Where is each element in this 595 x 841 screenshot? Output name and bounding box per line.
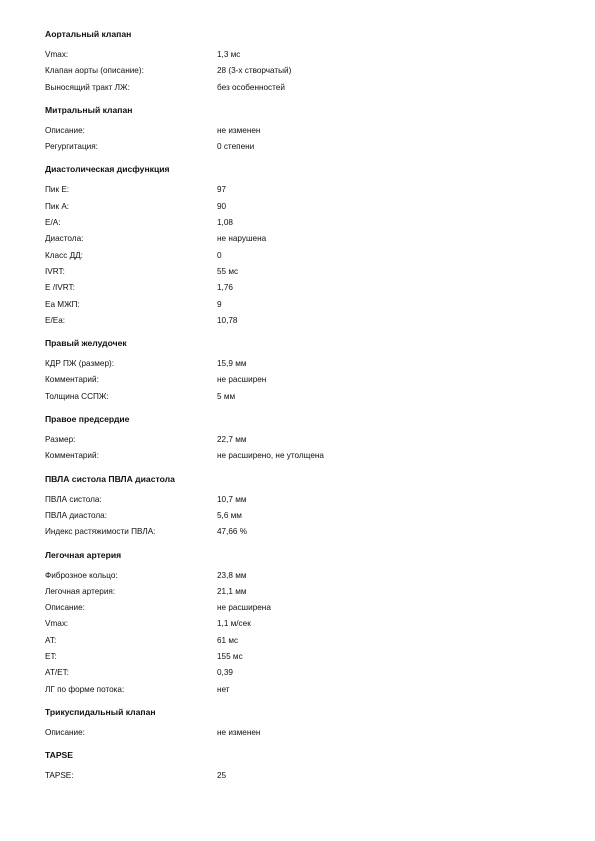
report-section	[45, 28, 565, 104]
field-label: Индекс растяжимости ПВЛА:	[45, 527, 156, 537]
field-label: Клапан аорты (описание):	[45, 66, 144, 76]
field-label: Класс ДД:	[45, 250, 83, 260]
field-row	[45, 250, 565, 266]
field-row	[45, 299, 565, 315]
field-label: Vmax:	[45, 619, 69, 629]
field-value: 22,7 мм	[217, 435, 247, 445]
field-label: ET:	[45, 652, 57, 662]
field-value: 155 мс	[217, 652, 243, 662]
field-row	[45, 266, 565, 282]
field-label: ЛГ по форме потока:	[45, 684, 125, 694]
report-section	[45, 549, 565, 706]
field-value: 47,66 %	[217, 527, 248, 537]
field-value: 5,6 мм	[217, 510, 242, 520]
field-row	[45, 125, 565, 141]
field-row	[45, 141, 565, 157]
field-value: 1,1 м/сек	[217, 619, 251, 629]
field-value: нет	[217, 684, 230, 694]
report-body	[45, 28, 565, 793]
section-title: Митральный клапан	[45, 104, 133, 115]
field-row	[45, 651, 565, 667]
report-section	[45, 706, 565, 749]
field-row	[45, 667, 565, 683]
field-row	[45, 618, 565, 634]
field-label: Е/А:	[45, 218, 61, 228]
field-value: 55 мс	[217, 266, 239, 276]
field-row	[45, 374, 565, 390]
field-label: Пик Е:	[45, 185, 70, 195]
section-title: Правое предсердие	[45, 414, 130, 425]
field-row	[45, 391, 565, 407]
field-value: 97	[217, 185, 227, 195]
field-row	[45, 494, 565, 510]
field-label: Vmax:	[45, 50, 69, 59]
field-value: 15,9 мм	[217, 359, 247, 369]
field-row	[45, 82, 565, 98]
field-row	[45, 184, 565, 200]
field-row	[45, 450, 565, 466]
field-label: AT:	[45, 635, 57, 645]
field-value: 1,08	[217, 218, 233, 228]
field-value: без особенностей	[217, 82, 285, 92]
field-row	[45, 65, 565, 81]
field-value: не расширен	[217, 375, 267, 385]
field-row	[45, 434, 565, 450]
report-section	[45, 163, 565, 337]
field-value: 9	[217, 299, 222, 309]
field-value: 23,8 мм	[217, 570, 247, 580]
field-row	[45, 635, 565, 651]
report-section	[45, 413, 565, 473]
field-value: 25	[217, 771, 227, 781]
section-title: Аортальный клапан	[45, 29, 132, 39]
field-value: 1,76	[217, 283, 233, 293]
report-section	[45, 104, 565, 164]
field-label: ПВЛА систола:	[45, 494, 102, 504]
field-row	[45, 49, 565, 65]
field-value: 10,78	[217, 315, 238, 325]
field-label: Комментарий:	[45, 375, 99, 385]
section-title: TAPSE	[45, 750, 74, 761]
field-row	[45, 602, 565, 618]
field-row	[45, 570, 565, 586]
field-row	[45, 282, 565, 298]
field-row	[45, 233, 565, 249]
field-label: Описание:	[45, 727, 85, 737]
field-label: E/Ea:	[45, 315, 66, 325]
field-value: 28 (3-х створчатый)	[217, 66, 292, 76]
field-row	[45, 770, 565, 786]
field-label: ПВЛА диастола:	[45, 510, 107, 520]
field-label: IVRT:	[45, 266, 65, 276]
report-section	[45, 473, 565, 549]
field-value: не расширена	[217, 603, 271, 613]
field-label: E /IVRT:	[45, 283, 75, 293]
field-row	[45, 586, 565, 602]
section-title: Правый желудочек	[45, 338, 127, 349]
field-label: Комментарий:	[45, 451, 99, 461]
section-title: Диастолическая дисфункция	[45, 164, 170, 175]
field-value: 5 мм	[217, 391, 236, 401]
section-title: Трикуспидальный клапан	[45, 706, 156, 717]
field-row	[45, 510, 565, 526]
field-value: не изменен	[217, 125, 261, 135]
field-row	[45, 315, 565, 331]
field-row	[45, 684, 565, 700]
field-label: Фиброзное кольцо:	[45, 570, 118, 580]
field-value: 10,7 мм	[217, 494, 247, 504]
field-value: 61 мс	[217, 635, 239, 645]
report-section	[45, 749, 565, 792]
field-value: не нарушена	[217, 234, 267, 244]
field-row	[45, 727, 565, 743]
field-label: AT/ET:	[45, 668, 69, 678]
field-label: Толщина ССПЖ:	[45, 391, 109, 401]
report-section	[45, 337, 565, 413]
field-row	[45, 217, 565, 233]
field-label: Описание:	[45, 125, 85, 135]
field-label: TAPSE:	[45, 771, 74, 781]
field-value: 0	[217, 250, 222, 260]
field-value: 90	[217, 201, 227, 211]
field-row	[45, 358, 565, 374]
field-value: 0,39	[217, 668, 233, 678]
section-title: Легочная артерия	[45, 549, 122, 560]
field-label: Пик А:	[45, 201, 70, 211]
field-value: 21,1 мм	[217, 586, 247, 596]
field-row	[45, 201, 565, 217]
field-label: Выносящий тракт ЛЖ:	[45, 82, 130, 92]
section-title: ПВЛА систола ПВЛА диастола	[45, 473, 175, 484]
field-row	[45, 526, 565, 542]
field-label: Размер:	[45, 435, 76, 445]
field-label: Описание:	[45, 603, 85, 613]
field-value: не изменен	[217, 727, 261, 737]
field-value: 1,3 мс	[217, 50, 241, 59]
field-label: Ea МЖП:	[45, 299, 80, 309]
field-value: не расширено, не утолщена	[217, 451, 324, 461]
field-value: 0 степени	[217, 142, 255, 152]
field-label: Диастола:	[45, 234, 84, 244]
field-label: Регургитация:	[45, 142, 98, 152]
field-label: КДР ПЖ (размер):	[45, 359, 115, 369]
field-label: Легочная артерия:	[45, 586, 116, 596]
